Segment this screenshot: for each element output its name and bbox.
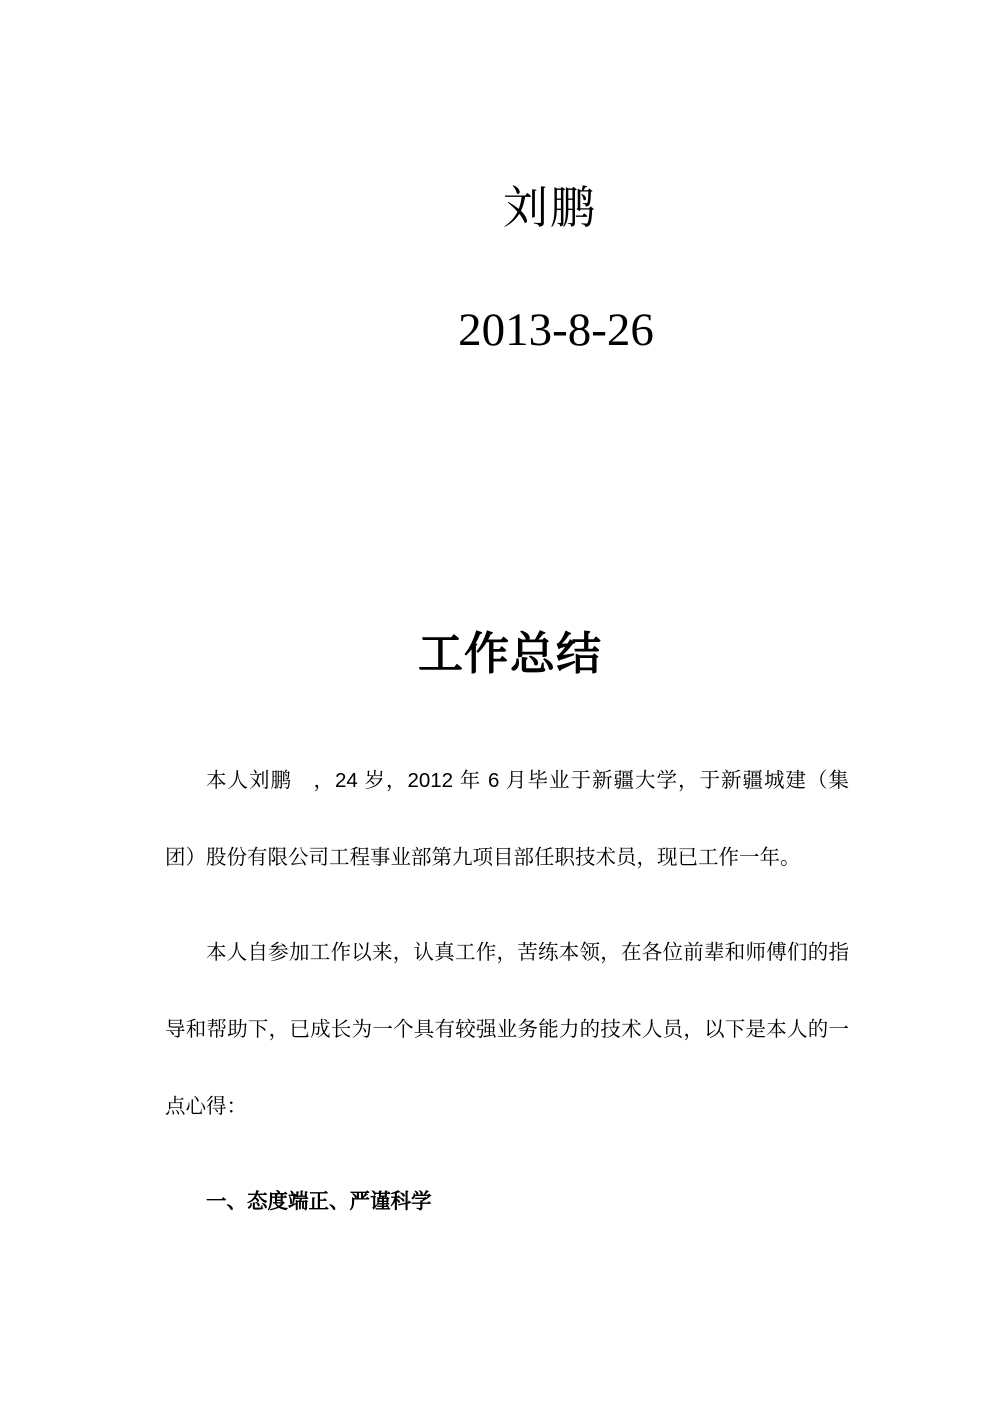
body-paragraph: 本人自参加工作以来，认真工作，苦练本领，在各位前辈和师傅们的指导和帮助下，已成长为一个具有较强业务能力的技术人员，以下是本人的一点心得：: [165, 941, 849, 1118]
document-title: 工作总结: [417, 628, 602, 679]
body-paragraph: 本人刘鹏 ，24 岁，2012 年 6 月毕业于新疆大学，于新疆城建（集团）股份有限公司工程事业部第九项目部任职技术员，现已工作一年。: [165, 769, 849, 869]
document-body: [165, 742, 849, 1240]
author-name: 刘鹏: [502, 182, 597, 233]
section-heading: 一、态度端正、严谨科学: [206, 1190, 432, 1213]
document-date: 2013-8-26: [458, 304, 654, 356]
